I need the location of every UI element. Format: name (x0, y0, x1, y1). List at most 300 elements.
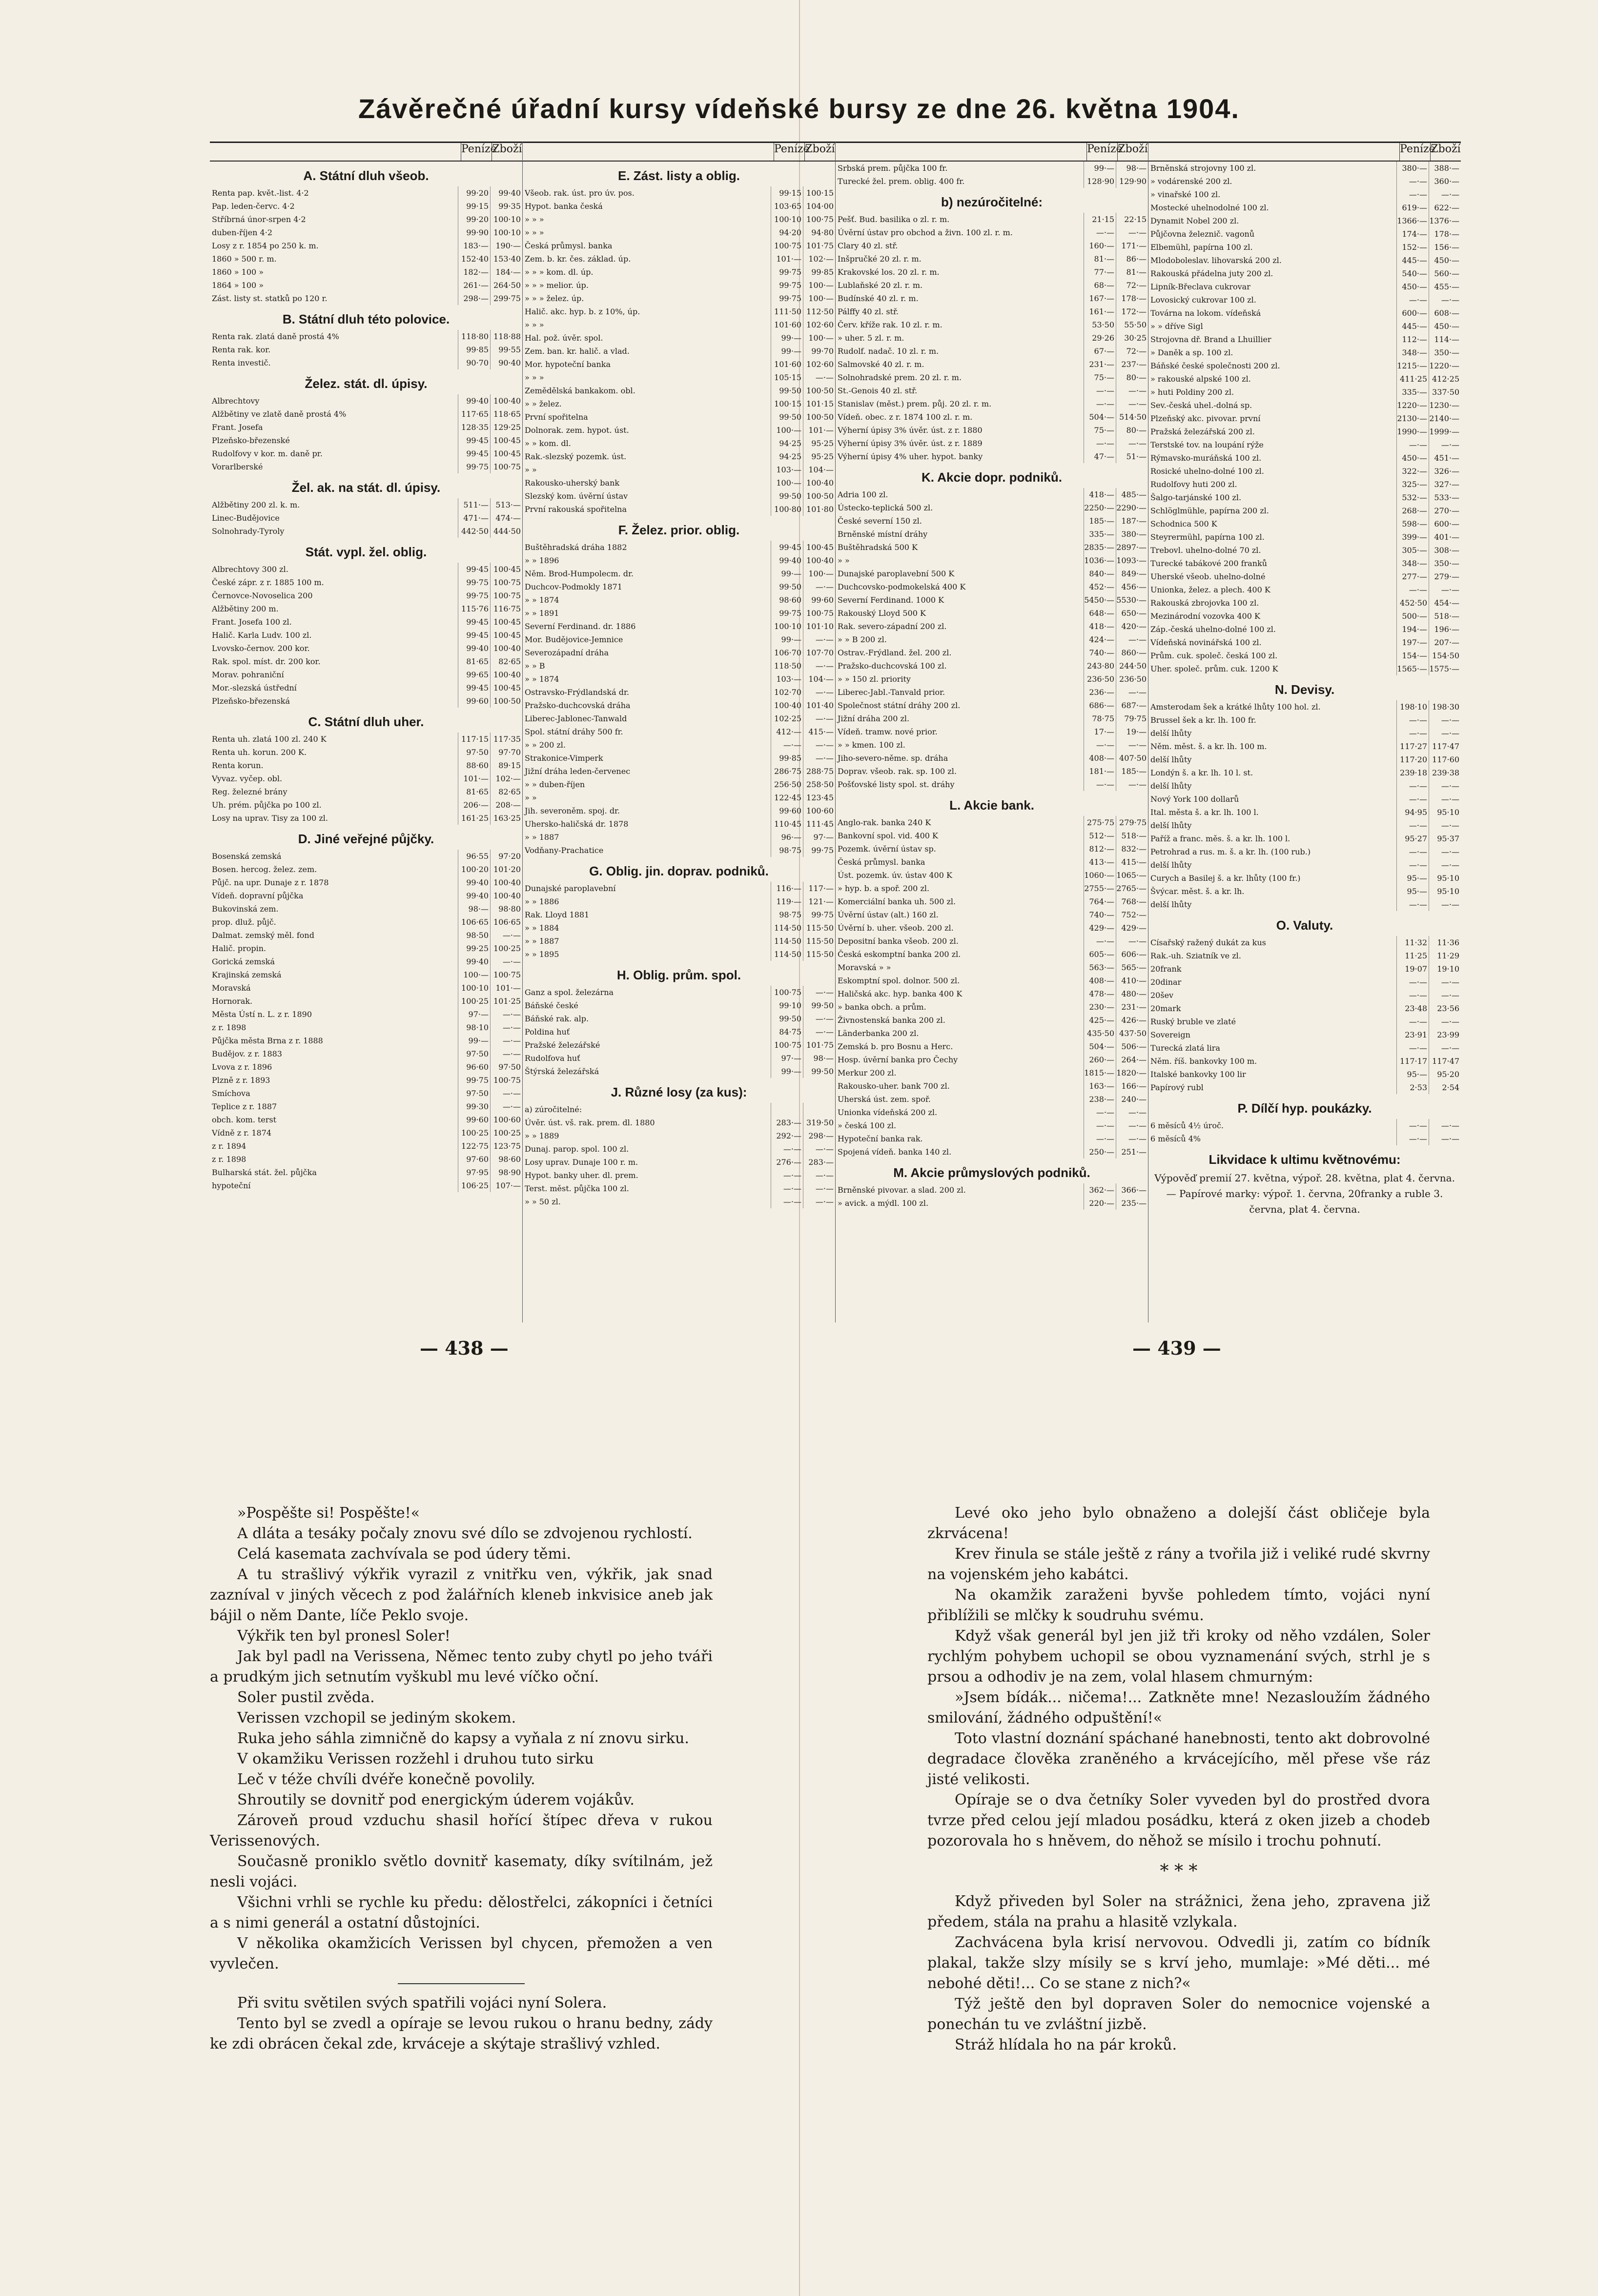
price-money: 94·95 (1396, 806, 1429, 819)
table-row (523, 1195, 835, 1208)
price-goods: 156·— (1429, 241, 1461, 254)
security-name: Společnost státní dráhy 200 zl. (838, 701, 961, 710)
table-row (1148, 1055, 1461, 1068)
price-goods: 104·00 (803, 200, 835, 213)
price-goods: 79·75 (1116, 712, 1148, 725)
security-name: Anglo-rak. banka 240 K (838, 818, 931, 827)
price-money: 163·— (1084, 1079, 1116, 1093)
security-name: Turecké žel. prem. oblig. 400 fr. (838, 177, 965, 186)
price-money: —·— (1396, 1132, 1429, 1145)
security-name: Brněnské pivovar. a slad. 200 zl. (838, 1185, 966, 1195)
security-name: Halič. akc. hyp. b. z 10%, úp. (525, 307, 640, 316)
price-goods: —·— (803, 1195, 835, 1208)
table-row (210, 511, 522, 525)
price-goods: 111·45 (803, 817, 835, 831)
security-name: Štýrská železářská (525, 1067, 599, 1076)
table-row (836, 554, 1148, 567)
price-money: —·— (1396, 779, 1429, 792)
paragraph: Při svitu světilen svých spatřili vojáci nyní Solera. (237, 1994, 607, 2012)
price-goods: 101·15 (803, 397, 835, 410)
security-name: » vinařské 100 zl. (1150, 190, 1221, 199)
price-goods: 22·15 (1116, 213, 1148, 226)
price-goods: —·— (1429, 975, 1461, 989)
price-goods: 100·45 (490, 681, 522, 694)
table-row (210, 447, 522, 460)
price-goods: —·— (1429, 1041, 1461, 1055)
security-name: Stříbrná únor-srpen 4·2 (212, 215, 306, 224)
price-goods: 117·— (803, 882, 835, 895)
price-money: 128·90 (1084, 175, 1116, 188)
table-row (523, 489, 835, 503)
security-name: » » 50 zl. (525, 1197, 561, 1206)
table-row (836, 829, 1148, 842)
price-money: 119·— (771, 895, 803, 908)
table-row (523, 752, 835, 765)
table-row (210, 929, 522, 942)
security-name: 1864 » 100 » (212, 281, 264, 290)
table-row (523, 503, 835, 516)
price-money: 206·— (458, 798, 490, 812)
section-heading: F. Želez. prior. oblig. (618, 523, 740, 537)
security-name: » česká 100 zl. (838, 1121, 897, 1130)
table-row (523, 1052, 835, 1065)
security-name: Rýmavsko-muráňská 100 zl. (1150, 453, 1262, 463)
table-row (210, 694, 522, 708)
security-name: Hosp. úvěrní banka pro Čechy (838, 1055, 958, 1064)
price-money: 619·— (1396, 201, 1429, 214)
price-money: —·— (1396, 293, 1429, 306)
price-money: —·— (1396, 792, 1429, 806)
price-money: —·— (1396, 713, 1429, 727)
price-goods: —·— (1429, 1132, 1461, 1145)
table-row (1148, 872, 1461, 885)
price-goods: 752·— (1116, 908, 1148, 921)
table-row (210, 655, 522, 668)
table-row (1148, 399, 1461, 412)
price-money: 511·— (458, 498, 490, 511)
price-goods: 102·60 (803, 318, 835, 331)
price-money: 500·— (1396, 610, 1429, 623)
price-goods: 298·— (803, 1129, 835, 1142)
paragraph: Zachvácena byla krisí nervovou. Odvedli ji, zatím co bídník plakal, takže slzy mísily se s krví jeho, mumlaje: »Mé děti... mé nebohé děti!... Co se stane z nich?« (927, 1934, 1430, 1992)
security-name: Báňské české společnosti 200 zl. (1150, 361, 1280, 370)
table-row (1148, 465, 1461, 478)
table-row (1148, 727, 1461, 740)
price-money: 1036·— (1084, 554, 1116, 567)
table-row (1148, 478, 1461, 491)
price-money: 450·— (1396, 451, 1429, 465)
security-name: Eskomptní spol. dolnor. 500 zl. (838, 976, 960, 985)
price-goods: 81·— (1116, 265, 1148, 279)
table-row (836, 699, 1148, 712)
price-goods: 100·— (803, 331, 835, 345)
price-money: 236·— (1084, 686, 1116, 699)
price-money: 99·75 (771, 265, 803, 279)
security-name: z r. 1894 (212, 1141, 246, 1151)
price-goods: —·— (1116, 1132, 1148, 1145)
security-name: » » 1887 (525, 833, 559, 842)
price-money: 161·— (1084, 305, 1116, 318)
table-row (836, 424, 1148, 437)
security-name: Renta investič. (212, 358, 271, 367)
price-money: 23·91 (1396, 1028, 1429, 1041)
price-money: 260·— (1084, 1053, 1116, 1066)
security-name: Curych a Basilej š. a kr. lhůty (100 fr.) (1150, 874, 1301, 883)
price-goods: 832·— (1116, 842, 1148, 855)
security-name: Něm. říš. bankovky 100 m. (1150, 1057, 1257, 1066)
price-money: 764·— (1084, 895, 1116, 908)
column-header (210, 142, 522, 162)
price-money: 115·76 (458, 602, 490, 615)
price-goods: 100·25 (490, 942, 522, 955)
security-name: Steyrermühl, papírna 100 zl. (1150, 532, 1265, 542)
price-money: 471·— (458, 511, 490, 525)
price-money: 99·10 (771, 999, 803, 1012)
price-goods: 258·50 (803, 778, 835, 791)
security-name: Pešť. Bud. basilika o zl. r. m. (838, 215, 950, 224)
table-row (210, 642, 522, 655)
table-row (1148, 544, 1461, 557)
price-goods: —·— (490, 929, 522, 942)
table-row (1148, 713, 1461, 727)
price-goods: —·— (1116, 686, 1148, 699)
price-money: 99·40 (458, 642, 490, 655)
security-name: Rak.-slezský pozemk. úst. (525, 452, 627, 461)
price-money: 100·10 (458, 981, 490, 995)
price-money: 11·25 (1396, 949, 1429, 962)
table-row (1148, 201, 1461, 214)
table-row (1148, 412, 1461, 425)
price-goods: 1230·— (1429, 399, 1461, 412)
price-goods: 100·75 (803, 607, 835, 620)
security-name: » » » (525, 320, 544, 329)
security-name: Prům. cuk. společ. česká 100 zl. (1150, 651, 1278, 660)
security-name: Rudolfova huť (525, 1054, 580, 1063)
price-goods: —·— (803, 1169, 835, 1182)
table-row (1148, 386, 1461, 399)
price-money: 840·— (1084, 567, 1116, 580)
price-money: 305·— (1396, 544, 1429, 557)
table-row (523, 279, 835, 292)
table-row (1148, 766, 1461, 779)
security-name: » » 1886 (525, 897, 559, 906)
security-name: » » B (525, 661, 545, 671)
security-name: Solnohrady-Tyroly (212, 527, 285, 536)
price-goods: 100·75 (490, 968, 522, 981)
price-goods: 101·75 (803, 239, 835, 252)
security-name: 20frank (1150, 964, 1182, 974)
paragraph: Stráž hlídala ho na pár kroků. (955, 2036, 1177, 2053)
price-money: 243·80 (1084, 659, 1116, 672)
price-goods: 350·— (1429, 346, 1461, 359)
price-money: —·— (771, 1142, 803, 1156)
column-header (1148, 142, 1461, 162)
price-money: 100·— (771, 476, 803, 489)
price-money: 348·— (1396, 557, 1429, 570)
table-row (523, 252, 835, 265)
price-money: 99·— (771, 345, 803, 358)
table-row (210, 942, 522, 955)
security-name: Uhersko-haličská dr. 1878 (525, 819, 629, 829)
price-goods: 2765·— (1116, 882, 1148, 895)
price-money: 325·— (1396, 478, 1429, 491)
price-money: 504·— (1084, 1040, 1116, 1053)
price-money: 181·— (1084, 765, 1116, 778)
price-money: —·— (1084, 935, 1116, 948)
table-row (1148, 293, 1461, 306)
price-goods: —·— (1429, 819, 1461, 832)
price-money: 97·50 (458, 746, 490, 759)
price-goods: 100·50 (803, 410, 835, 424)
table-row (210, 746, 522, 759)
price-money: 161·25 (458, 812, 490, 825)
price-goods: —·— (490, 1034, 522, 1047)
security-name: Úvěr. úst. vš. rak. prem. dl. 1880 (525, 1118, 655, 1127)
price-money: 96·60 (458, 1060, 490, 1074)
price-goods: 106·65 (490, 915, 522, 929)
price-goods: 100·10 (490, 226, 522, 239)
table-row (210, 1021, 522, 1034)
price-money: 81·65 (458, 785, 490, 798)
security-name: » avick. a mýdl. 100 zl. (838, 1199, 929, 1208)
table-row (836, 162, 1148, 175)
price-goods: 89·15 (490, 759, 522, 772)
section-heading: Stát. vypl. žel. oblig. (305, 545, 427, 559)
price-money: 98·75 (771, 844, 803, 857)
security-name: » » B 200 zl. (838, 635, 887, 644)
table-row (523, 633, 835, 646)
price-goods: 2140·— (1429, 412, 1461, 425)
table-row (523, 607, 835, 620)
price-goods: 849·— (1116, 567, 1148, 580)
price-money: 99·30 (458, 1100, 490, 1113)
price-money: 103·— (771, 672, 803, 686)
security-name: » » 150 zl. priority (838, 674, 911, 684)
security-name: » » dříve Sigl (1150, 322, 1203, 331)
security-name: Renta uh. zlatá 100 zl. 240 K (212, 734, 327, 744)
table-row (836, 672, 1148, 686)
table-row (836, 371, 1148, 384)
price-goods: 99·60 (803, 593, 835, 607)
price-goods: 86·— (1116, 252, 1148, 265)
price-goods: 102·— (803, 252, 835, 265)
table-row (836, 1106, 1148, 1119)
table-row (836, 1040, 1148, 1053)
price-money: 100·10 (771, 213, 803, 226)
security-name: Sovereign (1150, 1030, 1190, 1039)
price-goods: —·— (803, 712, 835, 725)
security-name: Rak. Lloyd 1881 (525, 910, 590, 919)
security-name: Zemská b. pro Bosnu a Herc. (838, 1042, 953, 1051)
separator-rule (398, 1983, 525, 1984)
security-name: Mostecké uhelnodolné 100 zl. (1150, 203, 1269, 212)
price-goods: —·— (803, 986, 835, 999)
security-name: Švýcar. měst. š. a kr. lh. (1150, 887, 1245, 896)
price-money: —·— (771, 1195, 803, 1208)
paragraph: Když přiveden byl Soler na strážnici, žena jeho, zpravena již předem, stála na prahu a hlasitě vzlykala. (927, 1893, 1430, 1930)
security-name: Ostravsko-Frýdlandská dr. (525, 688, 629, 697)
security-name: Zem. b. kr. čes. základ. úp. (525, 254, 631, 264)
security-name: » » (838, 556, 850, 565)
table-row (210, 434, 522, 447)
table-row (1148, 227, 1461, 241)
price-goods: 98·60 (490, 1153, 522, 1166)
security-name: Ganz a spol. železárna (525, 988, 614, 997)
price-money: 99·— (458, 1034, 490, 1047)
security-name: Budínské 40 zl. r. m. (838, 294, 919, 303)
price-goods: 95·10 (1429, 806, 1461, 819)
table-row (523, 318, 835, 331)
price-money: 99·60 (771, 804, 803, 817)
table-row (210, 1166, 522, 1179)
table-row (836, 1197, 1148, 1210)
table-row (523, 986, 835, 999)
security-name: » » » (525, 228, 544, 237)
page-number-left: — 438 — (420, 1337, 509, 1359)
price-money: 111·50 (771, 305, 803, 318)
security-name: » » 200 zl. (525, 740, 566, 750)
price-goods: 82·65 (490, 785, 522, 798)
price-goods: 95·10 (1429, 872, 1461, 885)
table-row (1148, 636, 1461, 649)
security-name: Uherská úst. zem. spoř. (838, 1095, 931, 1104)
security-name: Elbemühl, papírna 100 zl. (1150, 243, 1253, 252)
table-row (523, 226, 835, 239)
price-money: 11·32 (1396, 936, 1429, 949)
security-name: Schlöglmühle, papírna 200 zl. (1150, 506, 1269, 515)
security-name: Alžbětiny 200 m. (212, 604, 279, 613)
table-row (836, 514, 1148, 528)
price-goods: 2290·— (1116, 501, 1148, 514)
price-money: 504·— (1084, 410, 1116, 424)
table-row (1148, 254, 1461, 267)
header-goods: Zboží (492, 143, 522, 161)
table-row (210, 863, 522, 876)
price-money: 103·— (771, 463, 803, 476)
price-money: 2835·— (1084, 541, 1116, 554)
price-money: 2130·— (1396, 412, 1429, 425)
table-row (210, 292, 522, 305)
table-row (210, 1060, 522, 1074)
table-row (210, 981, 522, 995)
security-name: Moravská » » (838, 963, 891, 972)
price-money: 450·— (1396, 280, 1429, 293)
paragraph: Všichni vrhli se rychle ku předu: dělostřelci, zákopníci i četníci a s nimi generál a ostatní důstojníci. (210, 1894, 713, 1931)
table-row (836, 607, 1148, 620)
price-money: 99·75 (771, 292, 803, 305)
security-name: Bosen. hercog. želez. zem. (212, 865, 317, 874)
price-goods: —·— (490, 1087, 522, 1100)
price-money: 100·75 (771, 986, 803, 999)
table-row (1148, 623, 1461, 636)
price-goods: 100·75 (490, 589, 522, 602)
security-name: delší lhůty (1150, 900, 1192, 909)
price-money: 1990·— (1396, 425, 1429, 438)
price-money: 99·75 (771, 279, 803, 292)
security-name: Brněnská strojovny 100 zl. (1150, 163, 1256, 173)
price-goods: 101·— (803, 424, 835, 437)
price-goods: 187·— (1116, 514, 1148, 528)
security-name: Paříž a franc. měs. š. a kr. lh. 100 l. (1150, 834, 1291, 843)
price-goods: 99·40 (490, 186, 522, 200)
price-money: 99·— (771, 567, 803, 580)
price-money: 97·60 (458, 1153, 490, 1166)
table-row (1148, 241, 1461, 254)
security-name: prop. dluž. půjč. (212, 917, 276, 927)
price-goods: 166·— (1116, 1079, 1148, 1093)
price-goods: 104·— (803, 463, 835, 476)
security-name: delší lhůty (1150, 729, 1192, 738)
table-row (523, 239, 835, 252)
table-row (836, 725, 1148, 738)
table-row (836, 265, 1148, 279)
price-goods: 485·— (1116, 488, 1148, 501)
price-money: 114·50 (771, 921, 803, 935)
security-name: Inšpručké 20 zl. r. m. (838, 254, 922, 264)
price-money: 99·— (1084, 162, 1116, 175)
price-money: 100·25 (458, 1126, 490, 1139)
price-goods: 444·50 (490, 525, 522, 538)
paragraph: Levé oko jeho bylo obnaženo a dolejší část obličeje byla zkrvácena! (927, 1504, 1430, 1542)
price-goods: 410·— (1116, 974, 1148, 987)
price-money: 452·— (1084, 580, 1116, 593)
price-goods: 178·— (1429, 227, 1461, 241)
security-name: Rakouská zbrojovka 100 zl. (1150, 598, 1259, 608)
price-goods: 115·50 (803, 921, 835, 935)
price-goods: 1575·— (1429, 662, 1461, 675)
price-money: 445·— (1396, 320, 1429, 333)
table-row (210, 850, 522, 863)
price-goods: 366·— (1116, 1183, 1148, 1197)
table-row (523, 921, 835, 935)
price-money: 100·75 (771, 1038, 803, 1052)
table-row (836, 1027, 1148, 1040)
header-goods: Zboží (1430, 143, 1461, 161)
table-row (523, 345, 835, 358)
table-row (210, 1100, 522, 1113)
table-row (523, 1129, 835, 1142)
price-money: 75·— (1084, 371, 1116, 384)
security-name: Papírový rubl (1150, 1083, 1204, 1092)
price-money: 17·— (1084, 725, 1116, 738)
table-row (836, 1066, 1148, 1079)
price-goods: 264·— (1116, 1053, 1148, 1066)
price-goods: 100·— (803, 567, 835, 580)
price-goods: 560·— (1429, 267, 1461, 280)
table-row (210, 252, 522, 265)
price-money: 99·45 (458, 563, 490, 576)
paragraph: Leč v téže chvíli dvéře konečně povolily. (237, 1771, 535, 1788)
price-goods: 153·40 (490, 252, 522, 265)
security-name: Císařský ražený dukát za kus (1150, 938, 1266, 947)
security-name: Plzně z r. 1893 (212, 1076, 270, 1085)
price-money: 101·— (458, 772, 490, 785)
table-row (1148, 570, 1461, 583)
security-name: Severní Ferdinand. 1000 K (838, 595, 944, 605)
price-money: 362·— (1084, 1183, 1116, 1197)
security-name: Lovosický cukrovar 100 zl. (1150, 295, 1256, 305)
security-name: Města Ústí n. L. z r. 1890 (212, 1010, 312, 1019)
price-money: 99·60 (458, 1113, 490, 1126)
price-money: 110·45 (771, 817, 803, 831)
table-row (836, 935, 1148, 948)
security-name: Česká eskomptní banka 200 zl. (838, 950, 961, 959)
price-goods: 99·75 (803, 908, 835, 921)
price-goods: 237·— (1116, 358, 1148, 371)
price-money: 68·— (1084, 279, 1116, 292)
price-goods: 1220·— (1429, 359, 1461, 372)
security-name: Slezský kom. úvěrní ústav (525, 491, 628, 501)
